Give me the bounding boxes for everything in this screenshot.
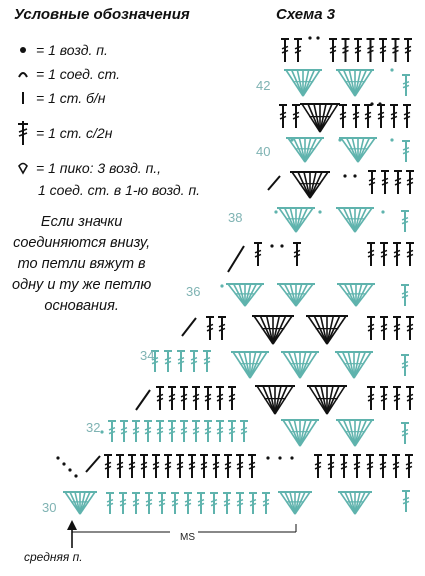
fan-stitch: [234, 284, 245, 306]
treble-bar: [133, 503, 139, 505]
scheme-title: Схема 3: [276, 6, 336, 23]
treble-bar: [403, 151, 409, 153]
chain-dot: [343, 174, 346, 177]
chain-dot: [274, 210, 277, 213]
treble-bar: [159, 500, 165, 502]
fan-stitch: [344, 420, 355, 446]
fan-stitch: [345, 284, 356, 306]
row-number-30: 30: [42, 500, 57, 515]
treble-bar: [172, 503, 178, 505]
fan-stitch: [285, 208, 296, 232]
treble-bar: [402, 295, 408, 297]
ms-label: MS: [180, 532, 195, 543]
legend-text: = 1 ст. с/2н: [36, 125, 113, 141]
chain-dot: [378, 102, 381, 105]
legend-picot-line2: 1 соед. ст. в 1-ю возд. п.: [38, 182, 201, 198]
treble-bar: [120, 500, 126, 502]
note-line: то петли вяжут в: [17, 256, 146, 272]
chain-dot: [266, 456, 269, 459]
treble-bar: [165, 358, 171, 360]
treble-bar: [146, 503, 152, 505]
chain-dot: [316, 36, 319, 39]
fan-stitch: [260, 316, 273, 344]
treble-bar: [403, 148, 409, 150]
chain-dot: [74, 474, 77, 477]
treble-bar: [133, 431, 139, 433]
chart-marks: [56, 36, 414, 548]
treble-bar: [402, 365, 408, 367]
treble-bar: [402, 218, 408, 220]
legend-text: = 1 пико: 3 возд. п.,: [36, 160, 162, 176]
chain-dot: [290, 456, 293, 459]
fan-stitch: [289, 352, 300, 378]
treble-bar: [217, 428, 223, 430]
diag-stitch: [228, 246, 244, 272]
row-number-38: 38: [228, 210, 243, 225]
fan-stitch: [292, 70, 303, 96]
treble-bar: [107, 500, 113, 502]
treble-bar: [107, 503, 113, 505]
treble-bar: [402, 433, 408, 435]
chain-dot: [100, 430, 103, 433]
fan-stitch: [308, 104, 320, 132]
treble-bar: [198, 500, 204, 502]
treble-bar: [191, 361, 197, 363]
treble-bar: [403, 498, 409, 500]
chain-dot: [353, 174, 356, 177]
note-line: одну и ту же петлю: [12, 277, 152, 293]
chain-dot: [390, 68, 393, 71]
treble-bar: [172, 500, 178, 502]
chain-dot: [290, 138, 293, 141]
chain-dot: [390, 138, 393, 141]
chain-dot: [318, 210, 321, 213]
treble-bar: [145, 428, 151, 430]
treble-bar: [157, 428, 163, 430]
treble-bar: [205, 431, 211, 433]
middle-stitch-label: средняя п.: [24, 550, 83, 564]
chain-dot: [381, 210, 384, 213]
chain-dot: [338, 138, 341, 141]
diag-stitch: [268, 176, 280, 190]
chain-dot: [220, 284, 223, 287]
treble-bar: [241, 431, 247, 433]
treble-bar: [185, 500, 191, 502]
treble-bar: [133, 428, 139, 430]
treble-bar: [403, 501, 409, 503]
treble-bar: [402, 221, 408, 223]
treble-bar: [121, 428, 127, 430]
legend-text: = 1 возд. п.: [36, 42, 108, 58]
fan-stitch: [239, 352, 250, 378]
fan-stitch: [298, 172, 310, 198]
fan-stitch: [315, 386, 327, 414]
treble-bar: [178, 358, 184, 360]
treble-bar: [165, 361, 171, 363]
treble-bar: [224, 500, 230, 502]
treble-bar: [133, 500, 139, 502]
note-line: основания.: [44, 298, 119, 314]
fan-stitch: [343, 352, 354, 378]
treble-bar: [229, 431, 235, 433]
treble-bar: [205, 428, 211, 430]
treble-bar: [224, 503, 230, 505]
diag-stitch: [136, 390, 150, 410]
treble-bar: [229, 428, 235, 430]
chain-dot: [278, 456, 281, 459]
chain-dot: [62, 462, 65, 465]
diag-stitch: [86, 456, 100, 472]
treble-bar: [109, 431, 115, 433]
treble-bar: [241, 428, 247, 430]
treble-bar: [159, 503, 165, 505]
note-line: Если значки: [40, 214, 123, 230]
treble-bar: [250, 503, 256, 505]
treble-bar: [178, 361, 184, 363]
treble-bar: [121, 431, 127, 433]
row-number-36: 36: [186, 284, 201, 299]
fan-stitch: [294, 138, 305, 162]
treble-bar: [211, 503, 217, 505]
fan-stitch: [344, 70, 355, 96]
treble-bar: [250, 500, 256, 502]
treble-bar: [263, 500, 269, 502]
chain-dot: [370, 102, 373, 105]
diag-stitch: [182, 318, 196, 336]
treble-bar: [237, 503, 243, 505]
treble-bar: [109, 428, 115, 430]
treble-bar: [146, 500, 152, 502]
note-line: соединяются внизу,: [13, 235, 151, 251]
fan-stitch: [289, 420, 300, 446]
chain-dot: [308, 36, 311, 39]
legend-text: = 1 ст. б/н: [36, 90, 106, 106]
treble-bar: [402, 362, 408, 364]
treble-bar: [193, 431, 199, 433]
row-number-34: 34: [140, 348, 155, 363]
treble-bar: [169, 431, 175, 433]
treble-bar: [120, 503, 126, 505]
fan-stitch: [314, 316, 327, 344]
treble-bar: [402, 292, 408, 294]
treble-bar: [169, 428, 175, 430]
treble-bar: [403, 85, 409, 87]
treble-bar: [402, 430, 408, 432]
treble-bar: [237, 500, 243, 502]
arrow-head: [67, 520, 77, 530]
chain-dot: [270, 244, 273, 247]
treble-bar: [181, 431, 187, 433]
chain-dot: [280, 244, 283, 247]
treble-bar: [145, 431, 151, 433]
treble-bar: [185, 503, 191, 505]
treble-bar: [211, 500, 217, 502]
treble-bar: [193, 428, 199, 430]
treble-bar: [198, 503, 204, 505]
fan-stitch: [347, 138, 358, 162]
row-number-32: 32: [86, 420, 101, 435]
row-number-40: 40: [256, 144, 271, 159]
legend-title: Условные обозначения: [14, 6, 190, 23]
treble-bar: [157, 431, 163, 433]
treble-bar: [191, 358, 197, 360]
fan-stitch: [285, 284, 296, 306]
treble-bar: [204, 358, 210, 360]
row-number-42: 42: [256, 78, 271, 93]
treble-bar: [217, 431, 223, 433]
treble-bar: [181, 428, 187, 430]
treble-bar: [263, 503, 269, 505]
fan-stitch: [263, 386, 275, 414]
chain-dot: [68, 468, 71, 471]
treble-bar: [204, 361, 210, 363]
legend-text: = 1 соед. ст.: [36, 66, 121, 82]
chain-dot: [56, 456, 59, 459]
fan-stitch: [344, 208, 355, 232]
treble-bar: [403, 82, 409, 84]
